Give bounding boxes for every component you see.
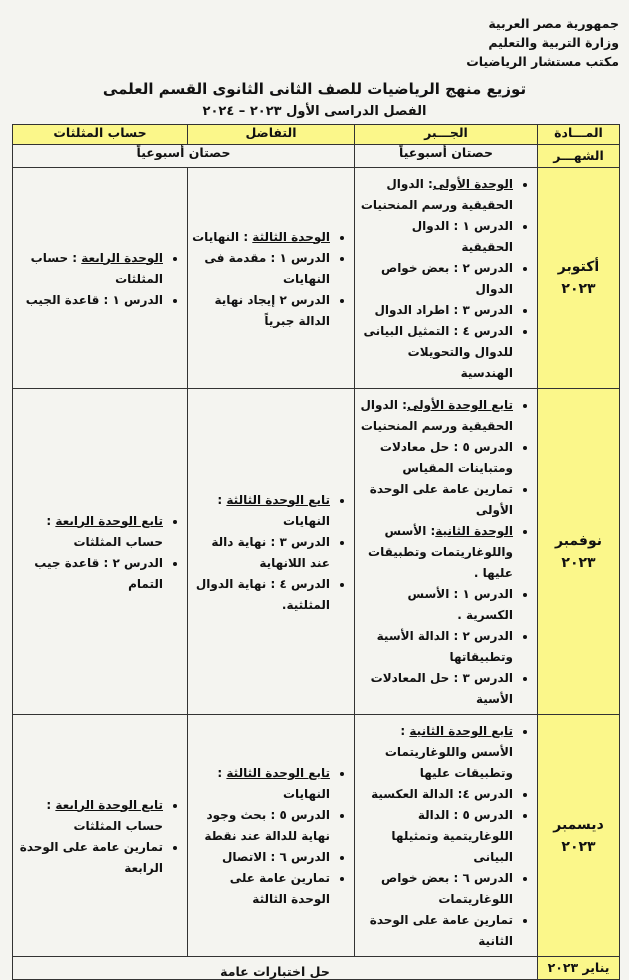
month-cell xyxy=(538,715,620,957)
unit-heading: تابع الوحدة الرابعة xyxy=(55,797,163,812)
algebra-cell xyxy=(355,389,538,715)
topic-item xyxy=(17,553,163,595)
algebra-cell xyxy=(355,168,538,389)
topic-item xyxy=(17,248,163,290)
topic-item xyxy=(359,584,513,626)
topic-text: الدرس ٢ : بعض خواص الدوال xyxy=(381,261,513,296)
topic-text: الدرس ٢ إيجاد نهاية الدالة جبرياً xyxy=(214,292,330,328)
periods-row xyxy=(13,145,620,168)
topic-item xyxy=(17,795,163,837)
document-header xyxy=(0,0,629,120)
topic-item xyxy=(192,805,330,847)
curriculum-table xyxy=(12,124,620,980)
topic-text: : حساب المثلثات xyxy=(30,250,163,286)
document-title: توزيع منهج الرياضيات للصف الثانى الثانوى القسم العلمى xyxy=(102,80,527,98)
topic-item xyxy=(359,668,513,710)
month-year: ٢٠٢٣ xyxy=(561,838,596,855)
topic-text: الدرس ٢ : الدالة الأسية وتطبيقاتها xyxy=(376,629,513,664)
topic-item xyxy=(359,258,513,300)
topic-item xyxy=(192,574,330,616)
document-subtitle: الفصل الدراسى الأول ٢٠٢٣ – ٢٠٢٤ xyxy=(202,104,427,119)
topic-item xyxy=(17,290,163,311)
algebra-topic-list xyxy=(355,168,537,388)
unit-heading: الوحدة الأولى xyxy=(432,177,513,191)
unit-heading: تابع الوحدة الرابعة xyxy=(55,513,163,528)
algebra-periods: حصتان أسبوعياً xyxy=(355,145,538,168)
calculus-cell xyxy=(188,168,355,389)
final-review-text: حل اختبارات عامة xyxy=(13,957,538,980)
trig-topic-list xyxy=(13,505,187,599)
topic-text: الدرس ٢ : قاعدة جيب التمام xyxy=(34,555,163,591)
topic-item xyxy=(192,227,330,248)
topic-text: الدرس ٣ : اطراد الدوال xyxy=(374,303,513,317)
unit-heading: الوحدة الثالثة xyxy=(252,229,330,244)
topic-text: : الدوال الحقيقية ورسم المنحنيات xyxy=(360,177,513,212)
topic-text: الدرس ٤ : التمثيل البيانى للدوال والتحويلات الهندسية xyxy=(363,324,513,380)
topic-text: : الأسس واللوغاريتمات وتطبيقات عليها . xyxy=(368,524,513,580)
topic-item xyxy=(359,216,513,258)
topic-text: : الأسس واللوغاريتمات وتطبيقات عليها xyxy=(384,724,513,780)
calculus-cell xyxy=(188,389,355,715)
topic-text: الدرس ١ : الدوال الحقيقية xyxy=(411,219,513,254)
algebra-topic-list xyxy=(355,715,537,956)
table-header-row xyxy=(13,125,620,145)
topic-text: الدرس ٤ : نهاية الدوال المثلثية. xyxy=(195,576,330,612)
topic-text: : النهايات xyxy=(217,766,330,801)
topic-text: تمارين عامة على الوحدة الأولى xyxy=(369,482,513,517)
topic-item xyxy=(359,321,513,384)
calculus-header: التفاضل xyxy=(188,125,355,145)
algebra-cell xyxy=(355,715,538,957)
final-row xyxy=(13,957,620,980)
month-name: أكتوبر xyxy=(557,259,600,275)
unit-heading: الوحدة الثانية xyxy=(435,524,513,538)
topic-text: : حساب المثلثات xyxy=(46,513,163,549)
topic-item xyxy=(359,784,513,805)
topic-text: تمارين عامة على الوحدة الثالثة xyxy=(229,871,330,906)
month-header: الشهـــر xyxy=(538,145,620,168)
topic-text: : النهايات xyxy=(192,229,253,244)
calculus-topic-list xyxy=(188,221,354,336)
topic-item xyxy=(192,763,330,805)
trig-cell xyxy=(13,389,188,715)
unit-heading: الوحدة الرابعة xyxy=(81,250,163,265)
topic-item xyxy=(359,626,513,668)
unit-heading: تابع الوحدة الثالثة xyxy=(226,766,330,780)
topic-item xyxy=(192,532,330,574)
topic-item xyxy=(359,721,513,784)
topic-item xyxy=(359,868,513,910)
calculus-topic-list xyxy=(188,484,354,620)
country-name: جمهورية مصر العربية xyxy=(488,16,619,31)
month-cell xyxy=(538,168,620,389)
unit-heading: تابع الوحدة الثالثة xyxy=(226,492,330,507)
topic-item xyxy=(192,868,330,910)
calculus-topic-list xyxy=(188,757,354,914)
topic-text: الدرس ١ : قاعدة الجيب xyxy=(25,292,163,307)
topic-text: تمارين عامة على الوحدة الثانية xyxy=(369,913,513,948)
topic-item xyxy=(359,910,513,952)
topic-item xyxy=(359,437,513,479)
topic-item xyxy=(359,805,513,868)
month-name: نوفمبر xyxy=(554,532,602,549)
office-name: مكتب مستشار الرياضيات xyxy=(466,54,619,69)
trig-cell xyxy=(13,715,188,957)
topic-item xyxy=(192,290,330,332)
month-cell xyxy=(538,389,620,715)
final-month: يناير ٢٠٢٣ xyxy=(538,957,620,980)
topic-text: الدرس ٦ : الاتصال xyxy=(222,850,330,864)
topic-item xyxy=(192,490,330,532)
trig-cell xyxy=(13,168,188,389)
topic-item xyxy=(359,395,513,437)
topic-text: الدرس ٣ : حل المعادلات الأسية xyxy=(370,671,513,706)
algebra-topic-list xyxy=(355,389,537,714)
unit-heading: تابع الوحدة الأولى xyxy=(406,398,513,412)
topic-text: الدرس ٦ : بعض خواص اللوغاريتمات xyxy=(381,871,513,906)
month-row xyxy=(13,715,620,957)
topic-item xyxy=(359,174,513,216)
ministry-name: وزارة التربية والتعليم xyxy=(488,35,619,50)
topic-text: تمارين عامة على الوحدة الرابعة xyxy=(19,839,163,875)
month-row xyxy=(13,389,620,715)
topic-text: الدرس ٣ : نهاية دالة عند اللانهاية xyxy=(211,534,330,570)
topic-text: الدرس ١ : مقدمة فى النهايات xyxy=(204,250,330,286)
topic-item xyxy=(359,479,513,521)
topic-item xyxy=(359,521,513,584)
trig-topic-list xyxy=(13,242,187,315)
topic-item xyxy=(359,300,513,321)
trig-topic-list xyxy=(13,789,187,883)
month-row xyxy=(13,168,620,389)
topic-text: الدرس ٥ : حل معادلات ومتباينات المقياس xyxy=(379,440,513,475)
topic-text: الدرس ٥ : بحث وجود نهاية للدالة عند نقطة xyxy=(204,808,330,843)
month-name: ديسمبر xyxy=(553,816,604,833)
topic-item xyxy=(192,248,330,290)
calculus-cell xyxy=(188,715,355,957)
topic-text: الدرس ٥ : الدالة اللوغاريتمية وتمثيلها البيانى xyxy=(391,808,513,864)
month-year: ٢٠٢٣ xyxy=(561,554,596,571)
month-year: ٢٠٢٣ xyxy=(561,281,596,297)
trig-header: حساب المثلثات xyxy=(13,125,188,145)
unit-heading: تابع الوحدة الثانية xyxy=(409,724,513,738)
topic-text: : النهايات xyxy=(217,492,330,528)
algebra-header: الجـــبر xyxy=(355,125,538,145)
topic-text: الدرس ١ : الأسس الكسرية . xyxy=(407,587,513,622)
subject-header: المـــادة xyxy=(538,125,620,145)
topic-text: : حساب المثلثات xyxy=(46,797,163,833)
calc-trig-periods: حصتان أسبوعياً xyxy=(13,145,355,168)
topic-text: الدرس ٤: الدالة العكسية xyxy=(371,787,513,801)
topic-text: : الدوال الحقيقية ورسم المنحنيات xyxy=(360,398,513,433)
topic-item xyxy=(17,511,163,553)
